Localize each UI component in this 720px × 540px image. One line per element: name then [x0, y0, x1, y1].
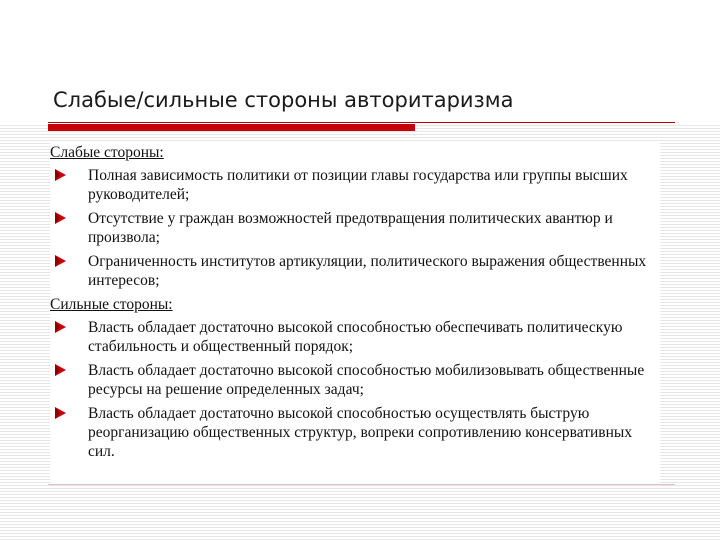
arrow-bullet-icon: [55, 321, 66, 333]
list-item: [50, 209, 660, 247]
arrow-bullet-icon: [55, 364, 66, 376]
weak-item-text: Отсутствие у граждан возможностей предотвращения политических авантюр и произвола;: [88, 210, 613, 246]
list-item: [50, 252, 660, 290]
title-underline-thin: [48, 122, 675, 123]
list-item: [50, 404, 660, 461]
arrow-bullet-icon: [55, 169, 66, 181]
slide-content: [50, 143, 660, 483]
bottom-rule: [48, 484, 675, 485]
weak-sides-heading: Слабые стороны:: [50, 144, 164, 161]
slide-title: Слабые/сильные стороны авторитаризма: [53, 88, 514, 112]
strong-item-text: Власть обладает достаточно высокой способностью мобилизовывать общественные ресурсы на решение определенных задач;: [88, 362, 645, 398]
arrow-bullet-icon: [55, 255, 66, 267]
weak-item-text: Полная зависимость политики от позиции главы государства или группы высших руководителей;: [88, 167, 628, 203]
strong-item-text: Власть обладает достаточно высокой способностью осуществлять быструю реорганизацию общественных структур, вопреки сопротивлению консервативных сил.: [88, 405, 633, 460]
list-item: [50, 318, 660, 356]
list-item: [50, 361, 660, 399]
strong-sides-heading: Сильные стороны:: [50, 296, 173, 313]
arrow-bullet-icon: [55, 407, 66, 419]
weak-item-text: Ограниченность институтов артикуляции, политического выражения общественных интересов;: [88, 253, 647, 289]
title-underline-thick: [48, 124, 415, 131]
list-item: [50, 166, 660, 204]
arrow-bullet-icon: [55, 212, 66, 224]
title-area: [0, 0, 720, 123]
strong-item-text: Власть обладает достаточно высокой способностью обеспечивать политическую стабильность и общественный порядок;: [88, 319, 623, 355]
